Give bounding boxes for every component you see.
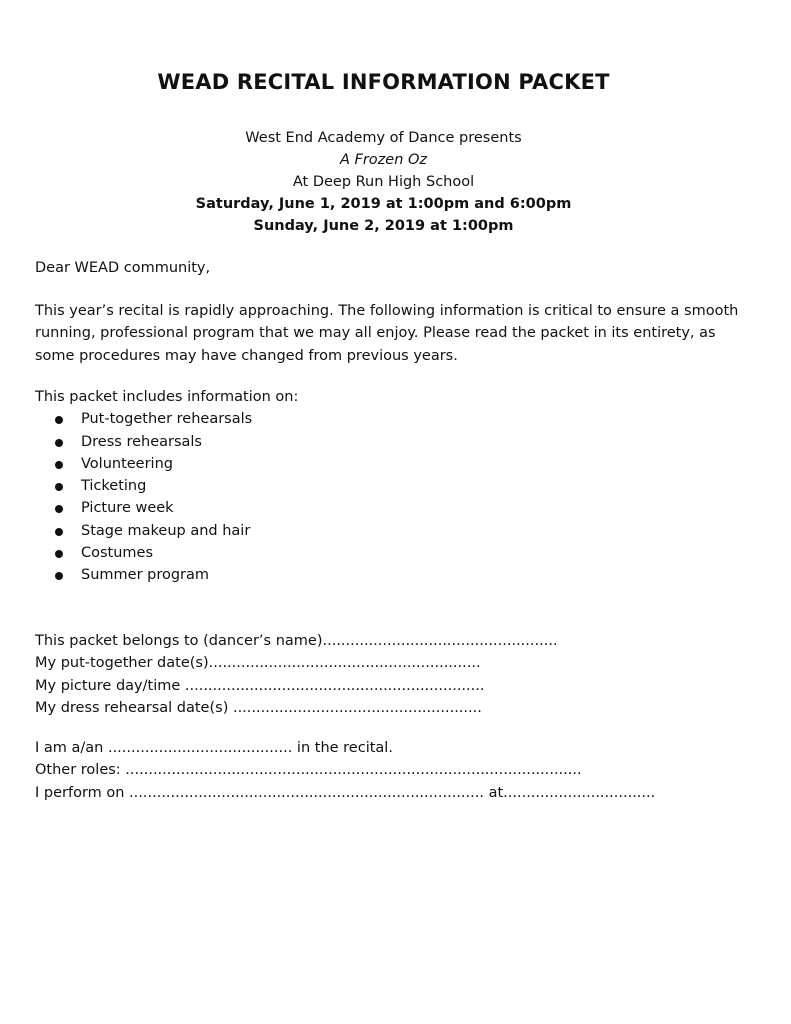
list-item [35,497,755,519]
performance-date-2: Sunday, June 2, 2019 at 1:00pm [253,218,514,234]
role-info-form [35,737,755,804]
bullet-icon [55,483,63,491]
topic-label: Dress rehearsals [81,433,202,450]
list-item [35,564,755,586]
performance-time-field: I perform on ............................................................................. at................................. [35,784,656,801]
topic-label: Put-together rehearsals [81,411,253,428]
show-title: A Frozen Oz [339,152,428,168]
list-item [35,520,755,542]
topics-list [35,408,755,586]
topics-heading: This packet includes information on: [35,389,299,405]
intro-paragraph: This year’s recital is rapidly approaching. The following information is critical to ensure a smooth running, professional program that we may all enjoy. Please read the packet in its entirety, as some procedures may have changed from previous years. [35,303,739,364]
picture-day-field: My picture day/time ................................................................. [35,677,485,694]
bullet-icon [55,439,63,447]
bullet-icon [55,572,63,580]
dancer-name-field: This packet belongs to (dancer’s name)................................................... [35,633,558,649]
dancer-info-form [35,630,755,719]
bullet-icon [55,505,63,513]
performance-date-1: Saturday, June 1, 2019 at 1:00pm and 6:00pm [195,196,572,212]
put-together-date-field: My put-together date(s)........................................................... [35,655,481,672]
bullet-icon [55,461,63,469]
bullet-icon [55,528,63,536]
other-roles-field: Other roles: ................................................................................................... [35,762,582,779]
dress-rehearsal-field: My dress rehearsal date(s) ...................................................... [35,699,482,716]
topic-label: Summer program [81,567,210,584]
topic-label: Picture week [81,500,174,517]
event-header [0,127,767,237]
venue-line: At Deep Run High School [292,174,475,190]
greeting: Dear WEAD community, [35,260,211,276]
topic-label: Stage makeup and hair [81,522,251,539]
topic-label: Volunteering [81,455,173,472]
bullet-icon [55,550,63,558]
list-item [35,475,755,497]
bullet-icon [55,416,63,424]
topic-label: Ticketing [81,478,147,495]
topics-section [35,386,755,587]
list-item [35,431,755,453]
document-title: WEAD RECITAL INFORMATION PACKET [157,70,610,94]
list-item [35,453,755,475]
topic-label: Costumes [81,545,154,562]
list-item [35,542,755,564]
list-item [35,408,755,430]
role-field: I am a/an ........................................ in the recital. [35,740,393,756]
presenter-line: West End Academy of Dance presents [245,130,522,146]
